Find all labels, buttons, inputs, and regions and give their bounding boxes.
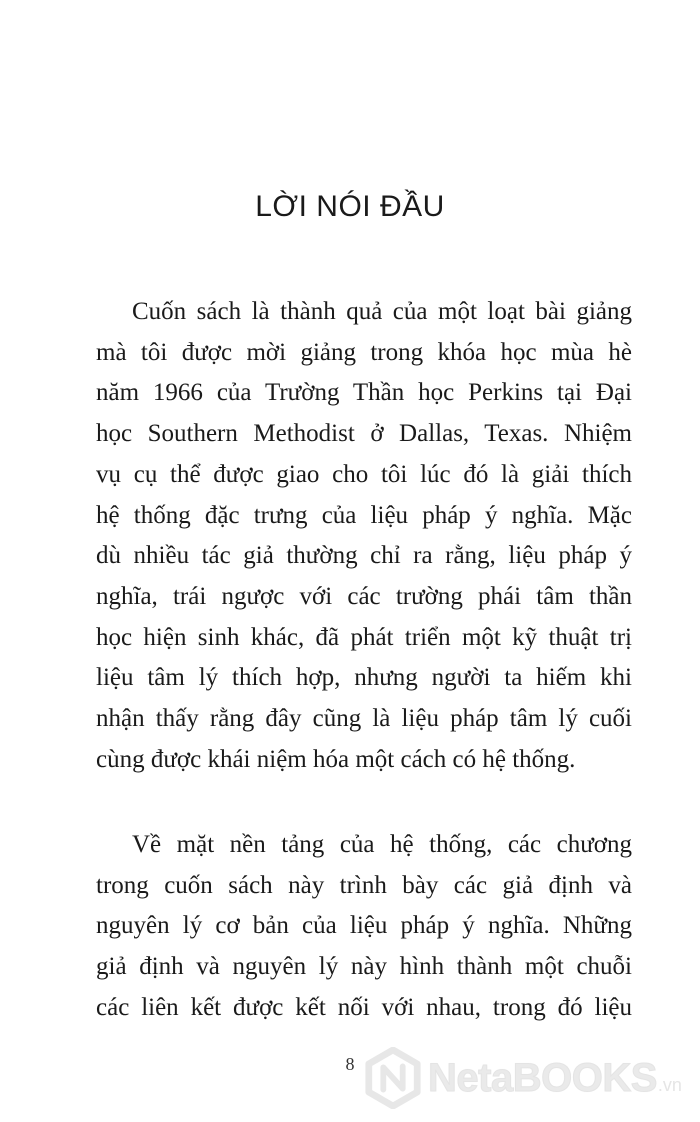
paragraph-2 bbox=[96, 825, 632, 1029]
text-line: năm 1966 của Trường Thần học Perkins tại Đại bbox=[96, 379, 632, 407]
text-line: Về mặt nền tảng của hệ thống, các chương bbox=[132, 831, 632, 858]
text-line: giả định và nguyên lý này hình thành một chuỗi bbox=[96, 953, 632, 981]
netabooks-logo-icon bbox=[362, 1047, 424, 1109]
text-line: dù nhiều tác giả thường chỉ ra rằng, liệu pháp ý bbox=[96, 542, 632, 570]
text-line: các liên kết được kết nối với nhau, trong đó liệu bbox=[96, 993, 632, 1021]
chapter-title: LỜI NÓI ĐẦU bbox=[255, 190, 445, 223]
text-line: học Southern Methodist ở Dallas, Texas. Nhiệm bbox=[96, 420, 632, 448]
paragraph-1 bbox=[96, 292, 632, 780]
netabooks-watermark bbox=[362, 1044, 692, 1112]
watermark-brand: NetaBOOKS bbox=[428, 1055, 657, 1100]
text-line: liệu tâm lý thích hợp, nhưng người ta hiếm khi bbox=[96, 664, 632, 692]
text-line: nguyên lý cơ bản của liệu pháp ý nghĩa. Những bbox=[96, 912, 632, 940]
page-number: 8 bbox=[345, 1054, 355, 1074]
text-line: mà tôi được mời giảng trong khóa học mùa hè bbox=[96, 338, 632, 366]
text-line: vụ cụ thể được giao cho tôi lúc đó là giải thích bbox=[96, 460, 632, 488]
text-line: nhận thấy rằng đây cũng là liệu pháp tâm lý cuối bbox=[96, 705, 632, 733]
text-line: Cuốn sách là thành quả của một loạt bài giảng bbox=[132, 298, 632, 325]
text-line: trong cuốn sách này trình bày các giả định và bbox=[96, 871, 632, 899]
watermark-suffix: .vn bbox=[657, 1075, 682, 1095]
text-line: hệ thống đặc trưng của liệu pháp ý nghĩa. Mặc bbox=[96, 501, 632, 529]
text-line: cùng được khái niệm hóa một cách có hệ thống. bbox=[96, 745, 576, 773]
text-line: học hiện sinh khác, đã phát triển một kỹ thuật trị bbox=[96, 623, 632, 651]
text-line: nghĩa, trái ngược với các trường phái tâm thần bbox=[96, 582, 632, 610]
